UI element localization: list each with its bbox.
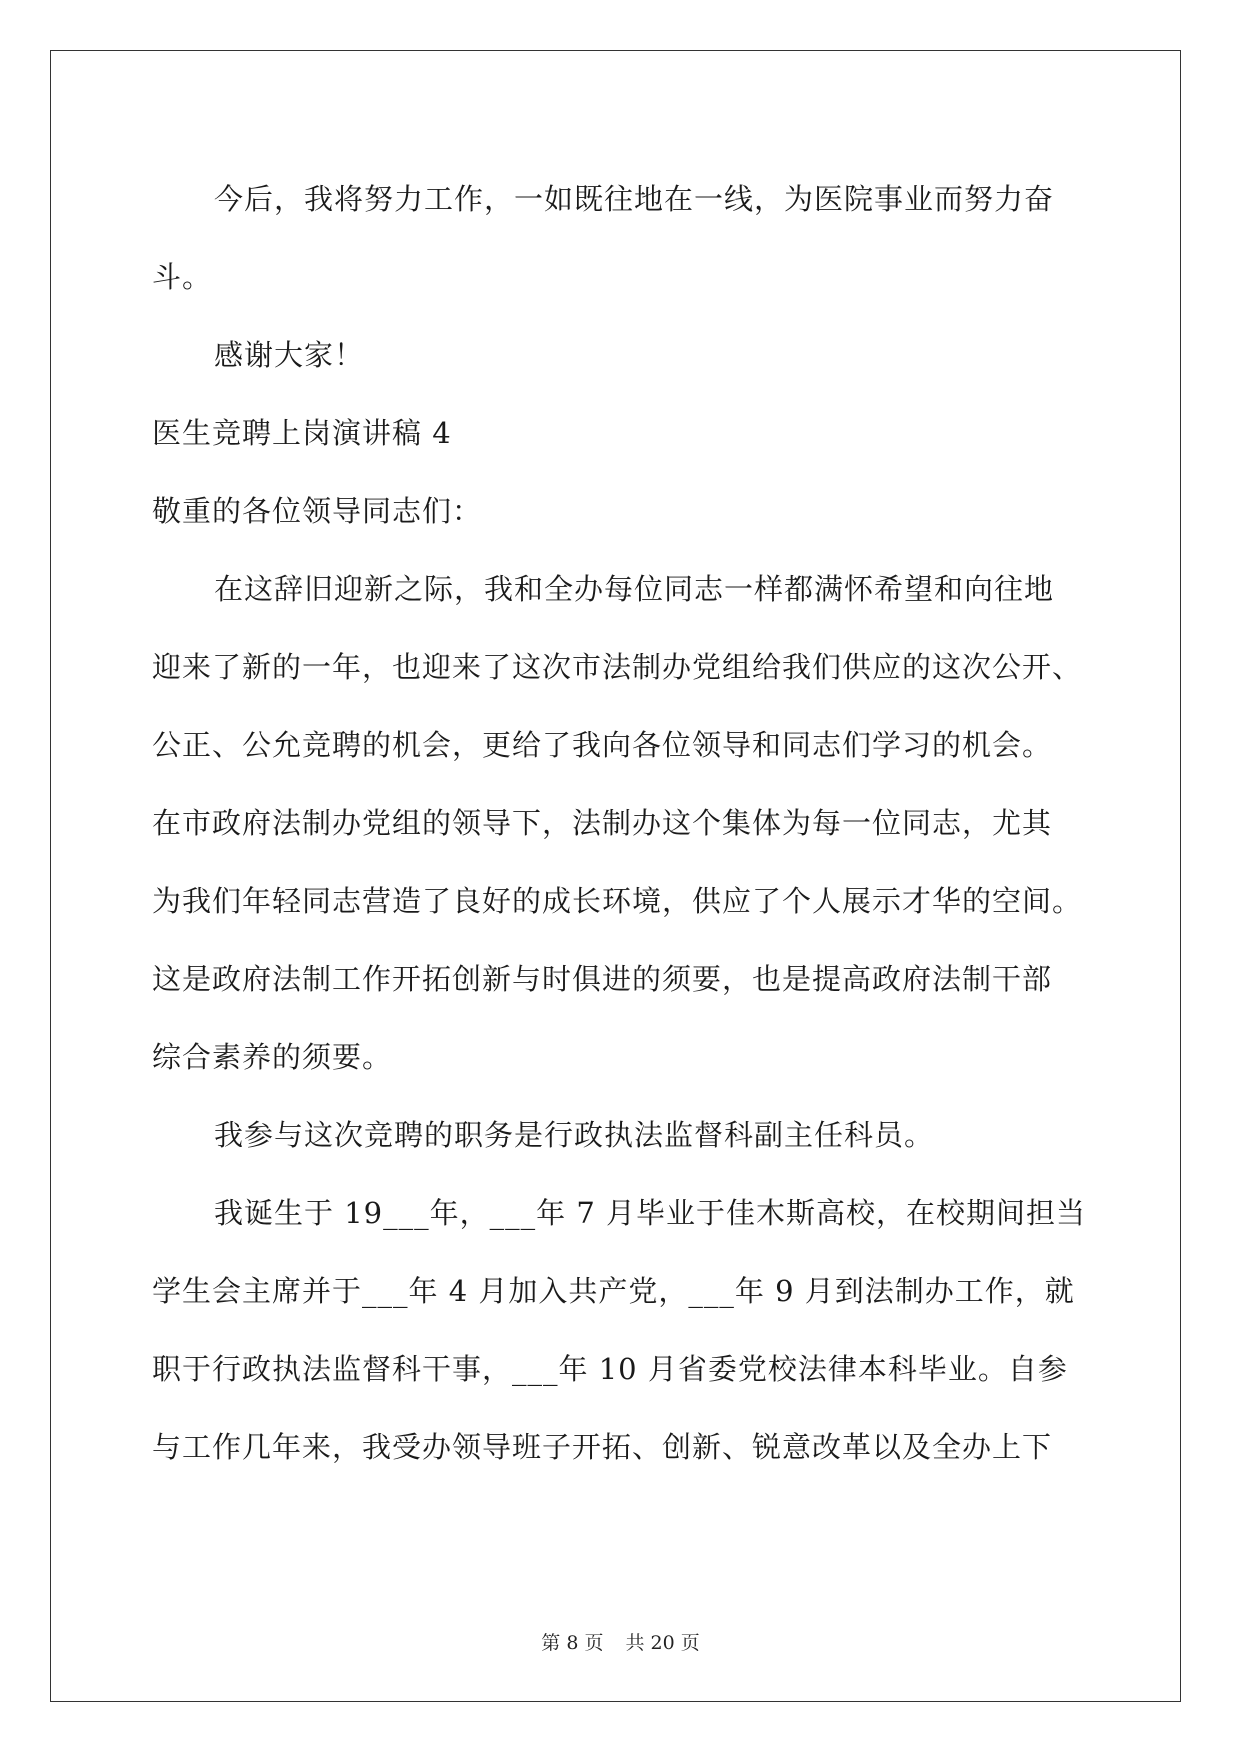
paragraph-line: 这是政府法制工作开拓创新与时俱进的须要，也是提高政府法制干部 bbox=[152, 962, 1053, 996]
salutation-line: 敬重的各位领导同志们： bbox=[152, 494, 483, 528]
paragraph-line: 我参与这次竞聘的职务是行政执法监督科副主任科员。 bbox=[214, 1118, 935, 1152]
page-number: 第 8 页 bbox=[541, 1632, 604, 1654]
paragraph-line: 在市政府法制办党组的领导下，法制办这个集体为每一位同志，尤其 bbox=[152, 806, 1053, 840]
paragraph-line: 今后，我将努力工作，一如既往地在一线，为医院事业而努力奋 bbox=[214, 182, 1055, 216]
paragraph-line: 职于行政执法监督科干事，___年 10 月省委党校法律本科毕业。自参 bbox=[152, 1352, 1068, 1386]
paragraph-line: 在这辞旧迎新之际，我和全办每位同志一样都满怀希望和向往地 bbox=[214, 572, 1055, 606]
document-body bbox=[152, 160, 1102, 1486]
paragraph-line: 迎来了新的一年，也迎来了这次市法制办党组给我们供应的这次公开、 bbox=[152, 650, 1083, 684]
paragraph-line: 综合素养的须要。 bbox=[152, 1040, 393, 1074]
page-footer bbox=[0, 1630, 1241, 1656]
paragraph-line: 我诞生于 19___年，___年 7 月毕业于佳木斯高校，在校期间担当 bbox=[214, 1196, 1087, 1230]
paragraph-line: 与工作几年来，我受办领导班子开拓、创新、锐意改革以及全办上下 bbox=[152, 1430, 1053, 1464]
paragraph-line: 为我们年轻同志营造了良好的成长环境，供应了个人展示才华的空间。 bbox=[152, 884, 1083, 918]
paragraph-line: 学生会主席并于___年 4 月加入共产党，___年 9 月到法制办工作，就 bbox=[152, 1274, 1075, 1308]
paragraph-line: 公正、公允竞聘的机会，更给了我向各位领导和同志们学习的机会。 bbox=[152, 728, 1053, 762]
paragraph-line: 感谢大家！ bbox=[214, 338, 365, 372]
paragraph-line: 斗。 bbox=[152, 260, 213, 294]
section-heading: 医生竞聘上岗演讲稿 4 bbox=[152, 416, 452, 450]
page-total: 共 20 页 bbox=[625, 1632, 700, 1654]
